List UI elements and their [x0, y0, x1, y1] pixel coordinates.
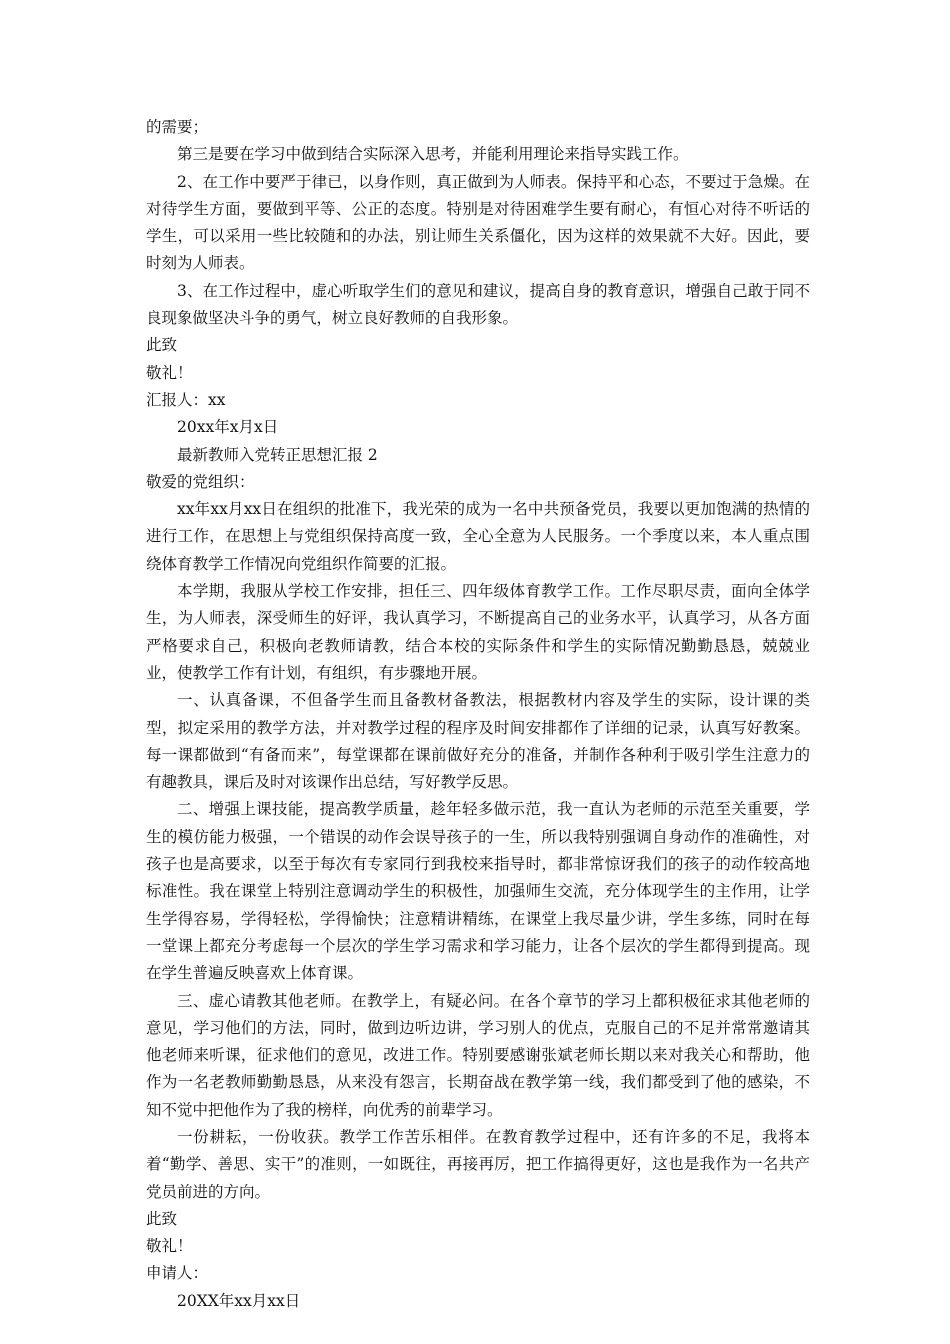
- paragraph-teaching-skills: 二、增强上课技能，提高教学质量，趁年轻多做示范，我一直认为老师的示范至关重要，学生的模仿能力极强，一个错误的动作会误导孩子的一生，所以我特别强调自身动作的准确性，对孩子也是高要求，以至于每次有专家同行到我校来指导时，都非常惊讶我们的孩子的动作较高地标准性。我在课堂上特别注意调动学生的积极性，加强师生交流，充分体现学生的主作用，让学生学得容易，学得轻松，学得愉快；注意精讲精练，在课堂上我尽量少讲，学生多练，同时在每一堂课上都充分考虑每一个层次的学生学习需求和学习能力，让各个层次的学生都得到提高。现在学生普遍反映喜欢上体育课。: [146, 800, 810, 983]
- paragraph-continuation: 的需要；: [146, 118, 209, 136]
- reporter-signature: 汇报人：xx: [146, 390, 226, 409]
- section-title: 最新教师入党转正思想汇报 2: [177, 445, 378, 464]
- paragraph-item-3: 3、在工作过程中，虚心听取学生们的意见和建议，提高自身的教育意识，增强自己敢于同不良现象做坚决斗争的勇气，树立良好教师的自我形象。: [146, 281, 810, 328]
- greeting: 敬爱的党组织：: [146, 472, 255, 491]
- closing-respect: 敬礼！: [146, 363, 193, 382]
- paragraph-semester: 本学期，我服从学校工作安排，担任三、四年级体育教学工作。工作尽职尽责，面向全体学生，为人师表，深受师生的好评，我认真学习，不断提高自己的业务水平，认真学习，从各方面严格要求自己，积极向老教师请教，结合本校的实际条件和学生的实际情况勤勤恳恳，兢兢业业，使教学工作有计划，有组织，有步骤地开展。: [146, 582, 810, 682]
- paragraph-point-three: 第三是要在学习中做到结合实际深入思考，并能利用理论来指导实践工作。: [177, 145, 689, 164]
- paragraph-lesson-prep: 一、认真备课，不但备学生而且备教材备教法，根据教材内容及学生的实际，设计课的类型，拟定采用的教学方法，并对教学过程的程序及时间安排都作了详细的记录，认真写好教案。每一课都做到“有备而来”，每堂课都在课前做好充分的准备，并制作各种利于吸引学生注意力的有趣教具，课后及时对该课作出总结，写好教学反思。: [146, 691, 810, 792]
- closing-salutation-2: 此致: [146, 1209, 178, 1228]
- paragraph-item-2: 2、在工作中要严于律已，以身作则，真正做到为人师表。保持平和心态，不要过于急燥。在对待学生方面，要做到平等、公正的态度。特别是对待困难学生要有耐心，有恒心对待不听话的学生，可以采用一些比较随和的办法，别让师生关系僵化，因为这样的效果就不大好。因此，要时刻为人师表。: [146, 172, 810, 273]
- paragraph-intro: xx年xx月xx日在组织的批准下，我光荣的成为一名中共预备党员，我要以更加饱满的热情的进行工作，在思想上与党组织保持高度一致，全心全意为人民服务。一个季度以来，本人重点围绕体育教学工作情况向党组织作简要的汇报。: [146, 500, 810, 573]
- document-page: [146, 114, 810, 1315]
- application-date: 20XX年xx月xx日: [177, 1291, 301, 1310]
- paragraph-consult-teachers: 三、虚心请教其他老师。在教学上，有疑必问。在各个章节的学习上都积极征求其他老师的意见，学习他们的方法，同时，做到边听边讲，学习别人的优点，克服自己的不足并常常邀请其他老师来听课，征求他们的意见，改进工作。特别要感谢张斌老师长期以来对我关心和帮助，他作为一名老教师勤勤恳恳，从来没有怨言，长期奋战在教学第一线，我们都受到了他的感染，不知不觉中把他作为了我的榜样，向优秀的前辈学习。: [146, 991, 810, 1119]
- paragraph-conclusion: 一份耕耘，一份收获。教学工作苦乐相伴。在教育教学过程中，还有许多的不足，我将本着“勤学、善思、实干”的准则，一如既往，再接再厉，把工作搞得更好，这也是我作为一名共产党员前进的方向。: [146, 1127, 810, 1201]
- closing-respect-2: 敬礼！: [146, 1237, 193, 1256]
- report-date: 20xx年x月x日: [177, 418, 279, 437]
- closing-salutation: 此致: [146, 336, 178, 355]
- applicant-signature: 申请人：: [146, 1264, 209, 1283]
